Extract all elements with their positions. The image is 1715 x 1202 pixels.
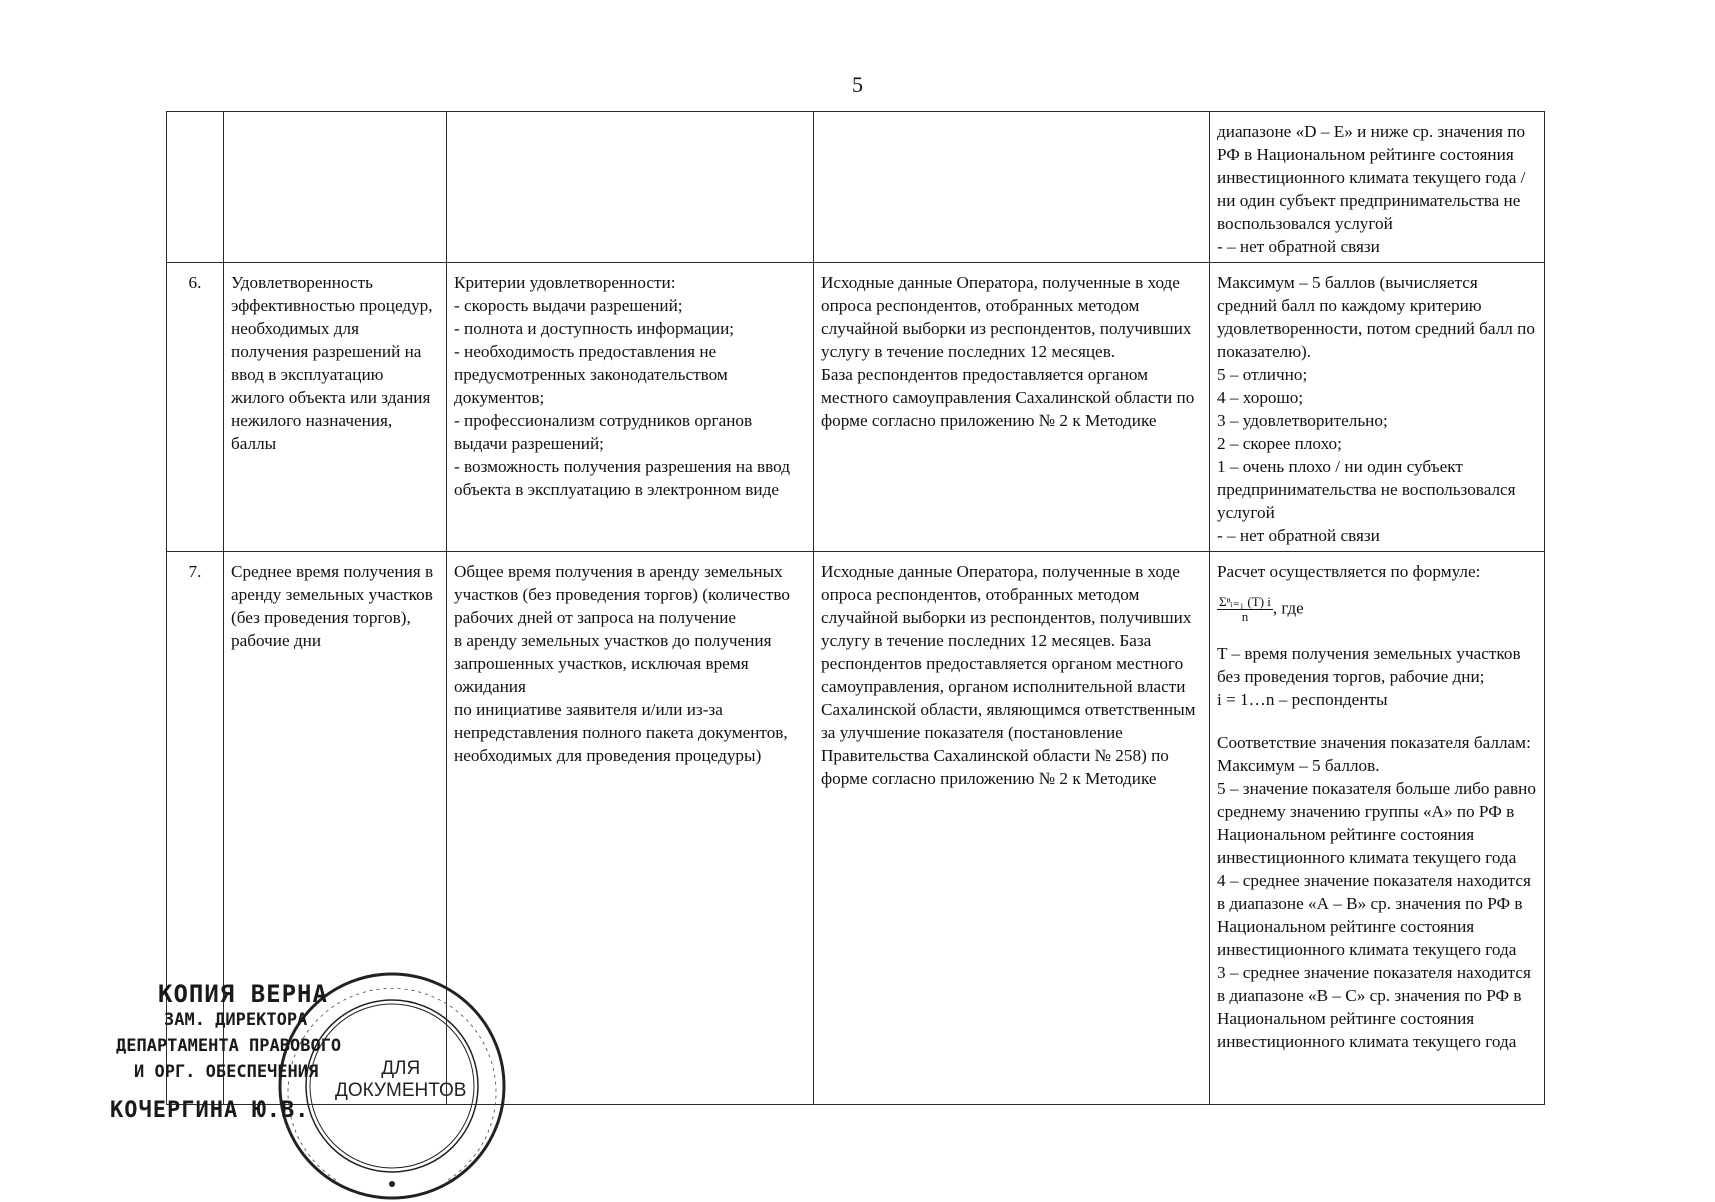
scoring-line: 5 – значение показателя больше либо равно среднему значению группы «А» по РФ в Национальном рейтинге состояния инвестиционного климата текущего года (1217, 779, 1536, 867)
scoring-line: Максимум – 5 баллов. (1217, 756, 1380, 775)
scoring-line: 4 – хорошо; (1217, 388, 1304, 407)
indicator-name-cell: Удовлетворенность эффективностью процедур, необходимых для получения разрешений на ввод в эксплуатацию жилого объекта или здания нежилого назначения, баллы (224, 263, 447, 552)
criteria-cell (447, 112, 814, 263)
criteria-cell (447, 263, 814, 552)
scoring-line: 1 – очень плохо / ни один субъект предпринимательства не воспользовался услугой (1217, 457, 1516, 522)
definition-line: T – время получения земельных участков без проведения торгов, рабочие дни; (1217, 644, 1521, 686)
criteria-table (166, 111, 1545, 1105)
scoring-line: - – нет обратной связи (1217, 237, 1380, 256)
scoring-cell (1210, 112, 1545, 263)
formula-numerator: Σⁿᵢ₌₁ (T) i (1219, 594, 1271, 609)
scoring-line: 3 – удовлетворительно; (1217, 411, 1388, 430)
scoring-line: 4 – среднее значение показателя находится в диапазоне «А – В» ср. значения по РФ в Национальном рейтинге состояния инвестиционного климата текущего года (1217, 871, 1531, 959)
indicator-name-cell (224, 112, 447, 263)
source-cell (814, 112, 1210, 263)
scoring-cell (1210, 263, 1545, 552)
scoring-line: 5 – отлично; (1217, 365, 1308, 384)
stamp-line: И ОРГ. ОБЕСПЕЧЕНИЯ (134, 1062, 319, 1082)
page-number: 5 (852, 72, 863, 97)
source-cell (814, 552, 1210, 1105)
criteria-line: Общее время получения в аренду земельных участков (без проведения торгов) (количество рабочих дней от запроса на получение (454, 562, 791, 627)
formula-denominator: n (1241, 609, 1249, 624)
row-number-cell (167, 112, 224, 263)
scoring-line: диапазоне «D – E» и ниже ср. значения по РФ в Национальном рейтинге состояния инвестиционного климата текущего года / ни один субъект предпринимательства не воспользовался услугой (1217, 122, 1526, 233)
stamp-line: ЗАМ. ДИРЕКТОРА (164, 1010, 308, 1030)
criteria-line: - полнота и доступность информации; (454, 319, 735, 338)
scoring-intro: Расчет осуществляется по формуле: (1217, 562, 1481, 581)
source-cell (814, 263, 1210, 552)
criteria-line: Критерии удовлетворенности: (454, 273, 676, 292)
criteria-line: - скорость выдачи разрешений; (454, 296, 683, 315)
row-number-cell: 6. (167, 263, 224, 552)
criteria-line: - необходимость предоставления не предусмотренных законодательством документов; (454, 342, 728, 407)
scoring-line: 3 – среднее значение показателя находится в диапазоне «В – С» ср. значения по РФ в Национальном рейтинге состояния инвестиционного климата текущего года (1217, 963, 1531, 1051)
scoring-cell (1210, 552, 1545, 1105)
seal-center-text: ДЛЯ ДОКУМЕНТОВ (335, 1058, 467, 1101)
source-line: Исходные данные Оператора, полученные в ходе опроса респондентов, отобранных методом случайной выборки из респондентов, получивших услугу в течение последних 12 месяцев. База респондентов предоставляется органом местного самоуправления, органом исполнительной власти Сахалинской области, являющимся ответственным за улучшение показателя (постановление Правительства Сахалинской области № 258) по форме согласно приложению № 2 к Методике (821, 562, 1196, 788)
criteria-line: - возможность получения разрешения на ввод объекта в эксплуатацию в электронном виде (454, 457, 790, 499)
source-line: Исходные данные Оператора, полученные в ходе опроса респондентов, отобранных методом случайной выборки из респондентов, получивших услугу в течение последних 12 месяцев. (821, 273, 1192, 361)
stamp-line: ДЕПАРТАМЕНТА ПРАВОВОГО (116, 1036, 342, 1056)
indicator-name-cell: Среднее время получения в аренду земельных участков (без проведения торгов), рабочие дни (224, 552, 447, 1105)
stamp-signatory: КОЧЕРГИНА Ю.В. (110, 1098, 310, 1123)
source-line: База респондентов предоставляется органом местного самоуправления Сахалинской области по форме согласно приложению № 2 к Методике (821, 365, 1195, 430)
table-row (167, 112, 1545, 263)
scoring-line: - – нет обратной связи (1217, 526, 1380, 545)
criteria-line: в аренду земельных участков до получения запрошенных участков, исключая время ожидания (454, 631, 772, 696)
criteria-line: - профессионализм сотрудников органов выдачи разрешений; (454, 411, 753, 453)
formula (1217, 595, 1537, 624)
stamp-line: КОПИЯ ВЕРНА (158, 980, 328, 1008)
table-row (167, 263, 1545, 552)
scoring-line: Максимум – 5 баллов (вычисляется средний балл по каждому критерию удовлетворенности, потом средний балл по показателю). (1217, 273, 1535, 361)
scoring-line: 2 – скорее плохо; (1217, 434, 1342, 453)
scoring-line: Соответствие значения показателя баллам: (1217, 733, 1531, 752)
definition-line: i = 1…n – респонденты (1217, 690, 1388, 709)
formula-suffix: , где (1272, 598, 1304, 618)
row-number-cell: 7. (167, 552, 224, 1105)
criteria-line: по инициативе заявителя и/или из-за непредставления полного пакета документов, необходимых для проведения процедуры) (454, 700, 788, 765)
